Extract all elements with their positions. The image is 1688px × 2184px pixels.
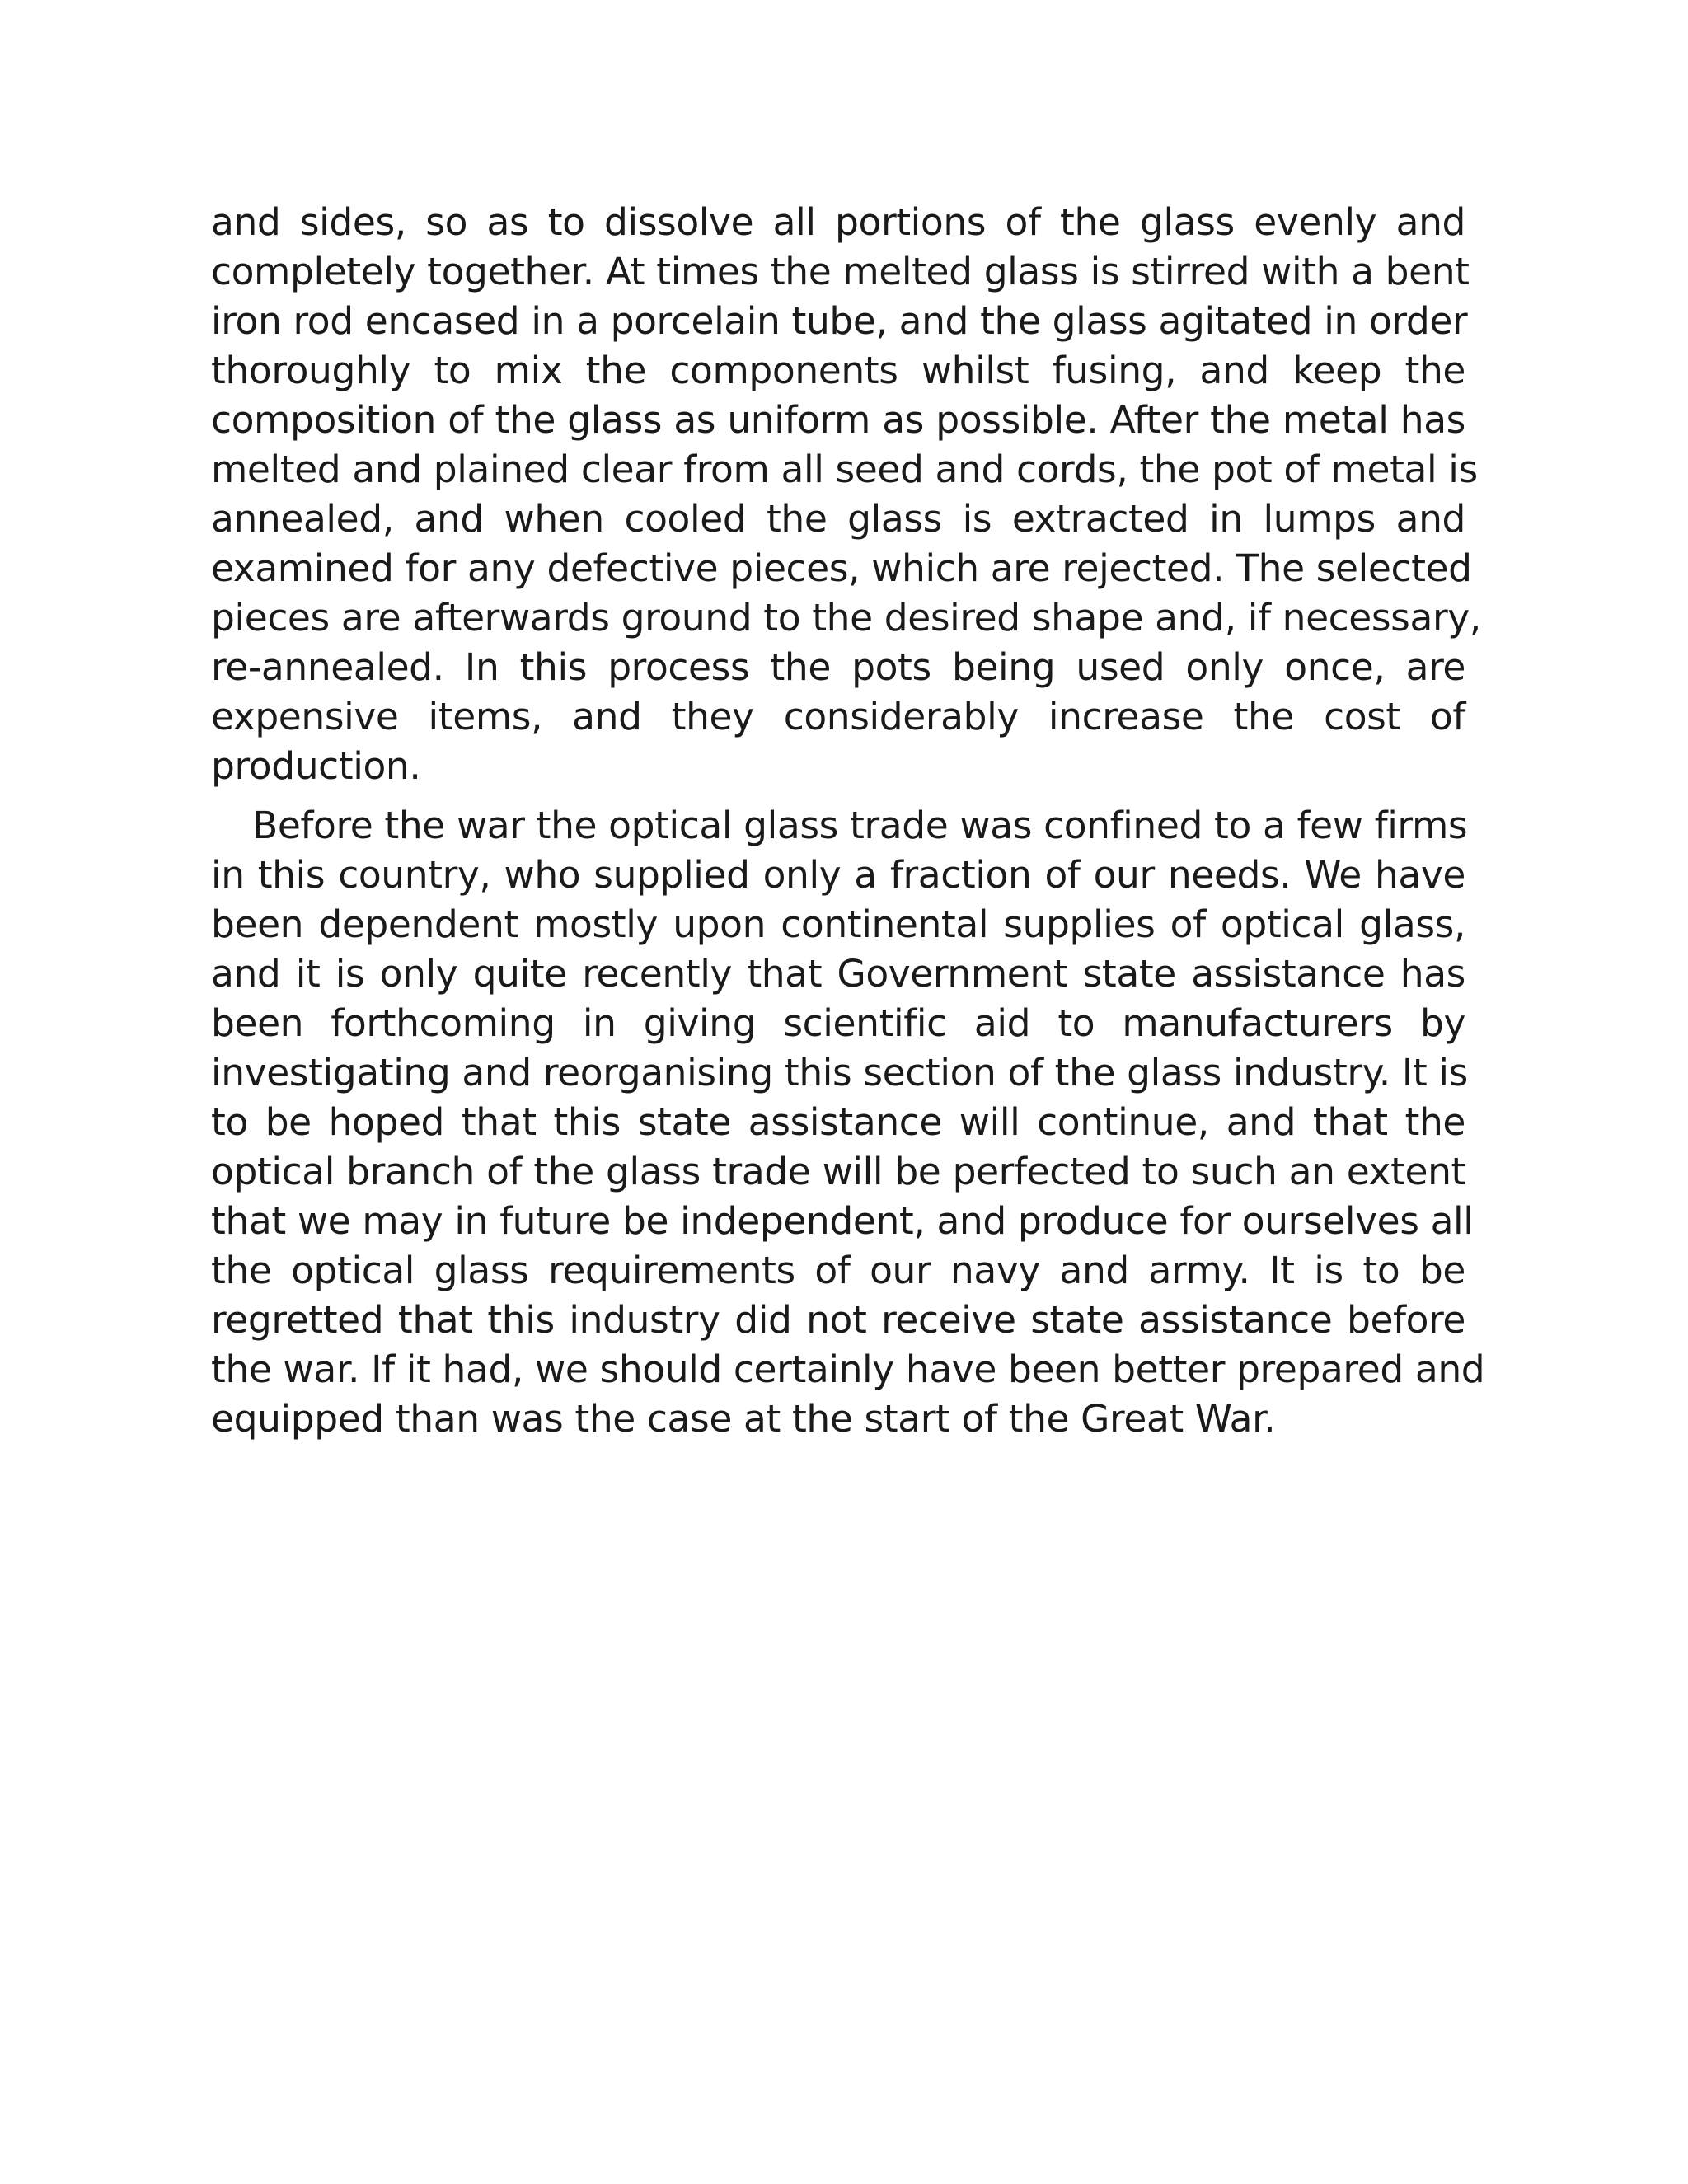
text-line: and sides, so as to dissolve all portions of the glass evenly and — [211, 200, 1465, 244]
text-line: expensive items, and they considerably increase the cost of — [211, 695, 1465, 738]
text-line: pieces are afterwards ground to the desired shape and, if necessary, — [211, 596, 1481, 640]
text-line: equipped than was the case at the start of the Great War. — [211, 1397, 1276, 1441]
text-line: investigating and reorganising this section of the glass industry. It is — [211, 1051, 1468, 1094]
text-line: in this country, who supplied only a fraction of our needs. We have — [211, 853, 1465, 897]
text-line: melted and plained clear from all seed and cords, the pot of metal is — [211, 448, 1478, 491]
text-line: regretted that this industry did not receive state assistance before — [211, 1298, 1465, 1342]
text-line: been forthcoming in giving scientific aid to manufacturers by — [211, 1001, 1465, 1045]
paragraph-spacer — [211, 791, 1465, 801]
text-line-indented: Before the war the optical glass trade was confined to a few firms — [252, 804, 1468, 847]
text-line: iron rod encased in a porcelain tube, and the glass agitated in order — [211, 299, 1468, 343]
text-line: completely together. At times the melted glass is stirred with a bent — [211, 250, 1470, 293]
text-line: production. — [211, 744, 421, 788]
text-line: optical branch of the glass trade will be perfected to such an extent — [211, 1150, 1465, 1193]
body-text — [211, 198, 1485, 1444]
text-line: composition of the glass as uniform as possible. After the metal has — [211, 398, 1465, 442]
text-line: and it is only quite recently that Government state assistance has — [211, 952, 1465, 996]
text-line: the optical glass requirements of our navy and army. It is to be — [211, 1249, 1465, 1292]
text-line: the war. If it had, we should certainly have been better prepared and — [211, 1347, 1485, 1391]
text-line: re-annealed. In this process the pots being used only once, are — [211, 645, 1465, 689]
text-line: annealed, and when cooled the glass is extracted in lumps and — [211, 497, 1465, 541]
text-line: been dependent mostly upon continental supplies of optical glass, — [211, 902, 1465, 946]
paragraph-2 — [211, 801, 1485, 1444]
text-line: to be hoped that this state assistance will continue, and that the — [211, 1100, 1465, 1144]
paragraph-1 — [211, 198, 1481, 791]
text-line: that we may in future be independent, and produce for ourselves all — [211, 1199, 1474, 1243]
text-line: thoroughly to mix the components whilst fusing, and keep the — [211, 349, 1465, 392]
text-line: examined for any defective pieces, which are rejected. The selected — [211, 546, 1472, 590]
